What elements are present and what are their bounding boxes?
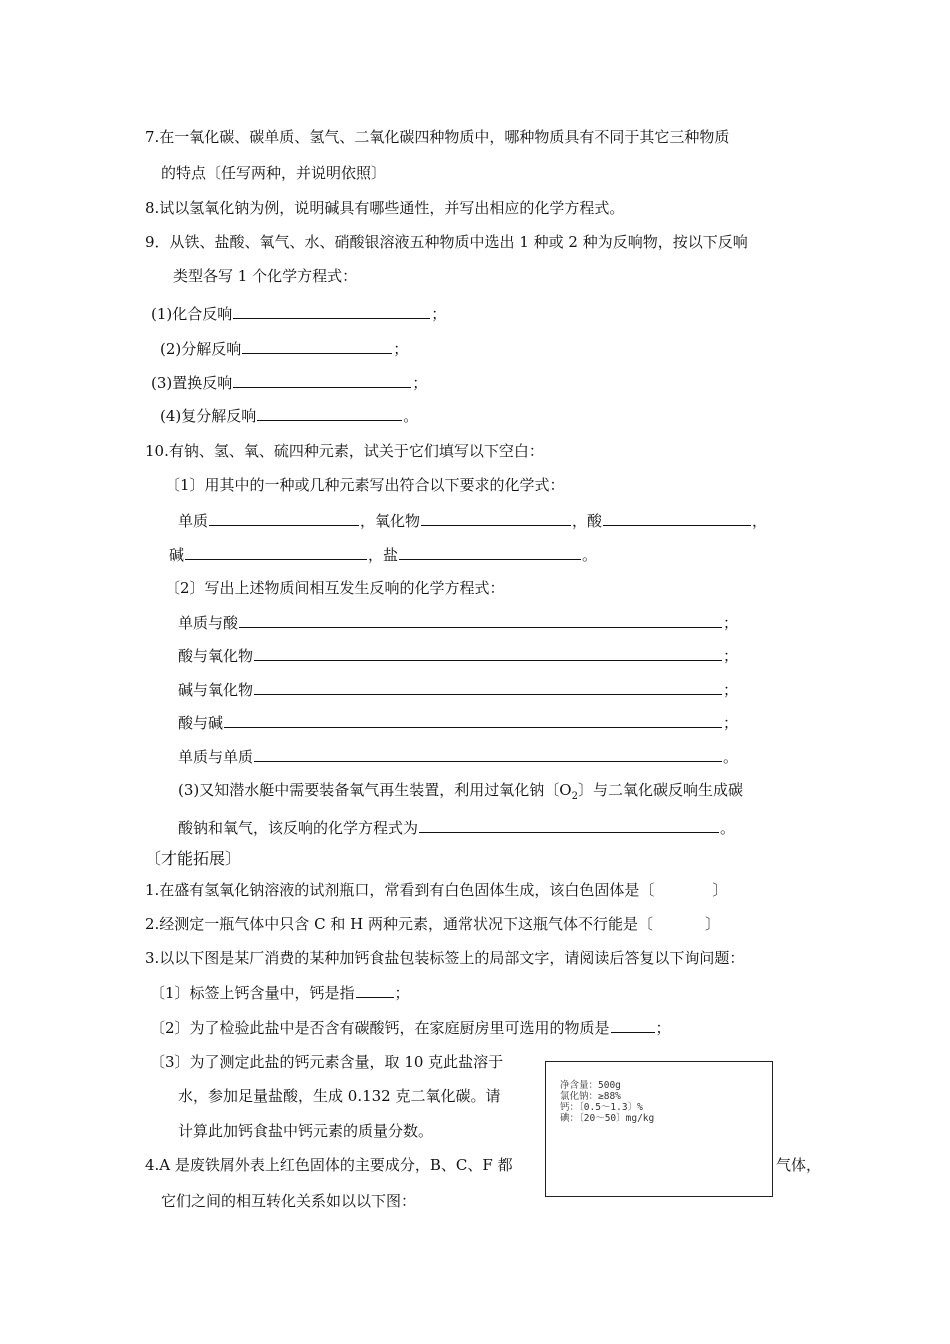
answer-blank[interactable] bbox=[611, 1017, 655, 1033]
q10-reaction-4 bbox=[178, 712, 738, 733]
q9-item-label: (2)分解反响 bbox=[160, 340, 242, 358]
answer-blank[interactable] bbox=[603, 510, 751, 526]
salt-package-label bbox=[545, 1061, 773, 1197]
label-salt: ，盐 bbox=[368, 546, 399, 564]
q9-item-2 bbox=[160, 338, 408, 359]
sub3-text: (3)又知潜水艇中需要装备氧气再生装置，利用过氧化钠〔O bbox=[178, 781, 572, 799]
label-calcium: 钙：〔0.5～1.3〕% bbox=[560, 1102, 643, 1113]
answer-blank[interactable] bbox=[254, 746, 722, 762]
e3-p1-text: 〔1〕标签上钙含量中，钙是指 bbox=[150, 984, 355, 1002]
label-iodine: 碘：〔20～50〕mg/kg bbox=[560, 1113, 655, 1124]
e3-p1-end: ； bbox=[394, 984, 410, 1002]
q10-row2 bbox=[169, 544, 597, 565]
e3-line1: 3.以以下图是某厂消费的某种加钙食盐包装标签上的局部文字，请阅读后答复以下询问题： bbox=[145, 949, 745, 967]
answer-blank[interactable] bbox=[242, 338, 392, 354]
reaction-end: ； bbox=[723, 647, 739, 665]
reaction-label: 碱与氧化物 bbox=[178, 681, 254, 699]
e3-p3b: 水，参加足量盐酸，生成 0.132 克二氧化碳。请 bbox=[178, 1087, 501, 1105]
answer-blank[interactable] bbox=[233, 303, 430, 319]
q10-sub3-line1 bbox=[178, 780, 743, 807]
reaction-label: 单质与酸 bbox=[178, 614, 239, 632]
q9-item-end: ； bbox=[431, 305, 447, 323]
sub3-end: 。 bbox=[720, 819, 736, 837]
label-simple-substance: 单质 bbox=[178, 512, 209, 530]
row-end: 。 bbox=[582, 546, 598, 564]
q9-item-end: 。 bbox=[403, 407, 419, 425]
q7-line1: 7.在一氧化碳、碳单质、氢气、二氧化碳四种物质中，哪种物质具有不同于其它三种物质 bbox=[145, 128, 730, 146]
answer-blank[interactable] bbox=[421, 510, 571, 526]
e1-text: 1.在盛有氢氧化钠溶液的试剂瓶口，常看到有白色固体生成，该白色固体是〔 bbox=[145, 881, 655, 899]
q8-line1: 8.试以氢氧化钠为例，说明碱具有哪些通性，并写出相应的化学方程式。 bbox=[145, 199, 625, 217]
q10-reaction-5 bbox=[178, 746, 738, 767]
row-end: ， bbox=[752, 512, 768, 530]
q9-item-label: (4)复分解反响 bbox=[160, 407, 257, 425]
section-title: 〔才能拓展〕 bbox=[145, 849, 242, 868]
q9-line1: 9．从铁、盐酸、氧气、水、硝酸银溶液五种物质中选出 1 种或 2 种为反响物，按以下反响 bbox=[145, 233, 748, 251]
reaction-label: 酸与氧化物 bbox=[178, 647, 254, 665]
q9-item-4 bbox=[160, 405, 418, 426]
q9-item-end: ； bbox=[412, 374, 428, 392]
answer-blank[interactable] bbox=[399, 544, 581, 560]
q10-sub3-line2 bbox=[178, 817, 735, 838]
e4-line1b: 气体， bbox=[776, 1156, 822, 1174]
answer-blank[interactable] bbox=[185, 544, 367, 560]
close-paren: 〕 bbox=[712, 881, 728, 899]
e4-line1a: 4.A 是废铁屑外表上红色固体的主要成分，B、C、F 都 bbox=[145, 1156, 513, 1174]
e2-line bbox=[145, 914, 720, 934]
e3-p1 bbox=[150, 982, 410, 1003]
q9-item-3 bbox=[151, 372, 427, 393]
label-sodium-chloride: 氯化钠：≥88% bbox=[560, 1091, 621, 1102]
subscript: 2 bbox=[571, 791, 578, 802]
e4-line2: 它们之间的相互转化关系如以以下图： bbox=[161, 1192, 417, 1210]
answer-blank[interactable] bbox=[257, 405, 402, 421]
q9-item-1 bbox=[151, 303, 446, 324]
e3-p2-end: ； bbox=[655, 1019, 671, 1037]
e3-p2 bbox=[150, 1017, 671, 1038]
label-acid: ，酸 bbox=[572, 512, 603, 530]
q10-row1 bbox=[178, 510, 767, 531]
answer-blank[interactable] bbox=[419, 817, 719, 833]
close-paren: 〕 bbox=[704, 915, 720, 933]
q10-sub2: 〔2〕写出上述物质间相互发生反响的化学方程式： bbox=[165, 579, 505, 597]
answer-blank[interactable] bbox=[254, 645, 722, 661]
label-oxide: ，氧化物 bbox=[360, 512, 421, 530]
q10-sub1: 〔1〕用其中的一种或几种元素写出符合以下要求的化学式： bbox=[165, 476, 565, 494]
q9-item-end: ； bbox=[393, 340, 409, 358]
e1-line bbox=[145, 880, 727, 900]
answer-blank[interactable] bbox=[254, 679, 722, 695]
q7-line2: 的特点〔任写两种，并说明依照〕 bbox=[161, 164, 387, 182]
e3-p3c: 计算此加钙食盐中钙元素的质量分数。 bbox=[178, 1122, 434, 1140]
q10-line1: 10.有钠、氢、氧、硫四种元素，试关于它们填写以下空白： bbox=[145, 442, 544, 460]
answer-blank[interactable] bbox=[233, 372, 411, 388]
q9-line2: 类型各写 1 个化学方程式： bbox=[173, 267, 358, 285]
q10-reaction-2 bbox=[178, 645, 738, 666]
reaction-end: 。 bbox=[723, 748, 739, 766]
reaction-label: 酸与碱 bbox=[178, 714, 224, 732]
reaction-end: ； bbox=[723, 681, 739, 699]
q10-reaction-1 bbox=[178, 612, 738, 633]
q9-item-label: (1)化合反响 bbox=[151, 305, 233, 323]
reaction-end: ； bbox=[723, 614, 739, 632]
answer-blank[interactable] bbox=[224, 712, 722, 728]
answer-blank[interactable] bbox=[209, 510, 359, 526]
answer-blank[interactable] bbox=[239, 612, 722, 628]
e3-p2-text: 〔2〕为了检验此盐中是否含有碳酸钙，在家庭厨房里可选用的物质是 bbox=[150, 1019, 610, 1037]
reaction-end: ； bbox=[723, 714, 739, 732]
sub3-line2-text: 酸钠和氧气，该反响的化学方程式为 bbox=[178, 819, 419, 837]
answer-blank[interactable] bbox=[356, 982, 394, 998]
label-base: 碱 bbox=[169, 546, 185, 564]
sub3-text-2: 〕与二氧化碳反响生成碳 bbox=[577, 781, 743, 799]
e2-text: 2.经测定一瓶气体中只含 C 和 H 两种元素，通常状况下这瓶气体不行能是〔 bbox=[145, 915, 653, 933]
label-net-content: 净含量：500g bbox=[560, 1080, 621, 1091]
q9-item-label: (3)置换反响 bbox=[151, 374, 233, 392]
reaction-label: 单质与单质 bbox=[178, 748, 254, 766]
q10-reaction-3 bbox=[178, 679, 738, 700]
e3-p3a: 〔3〕为了测定此盐的钙元素含量，取 10 克此盐溶于 bbox=[150, 1053, 504, 1071]
